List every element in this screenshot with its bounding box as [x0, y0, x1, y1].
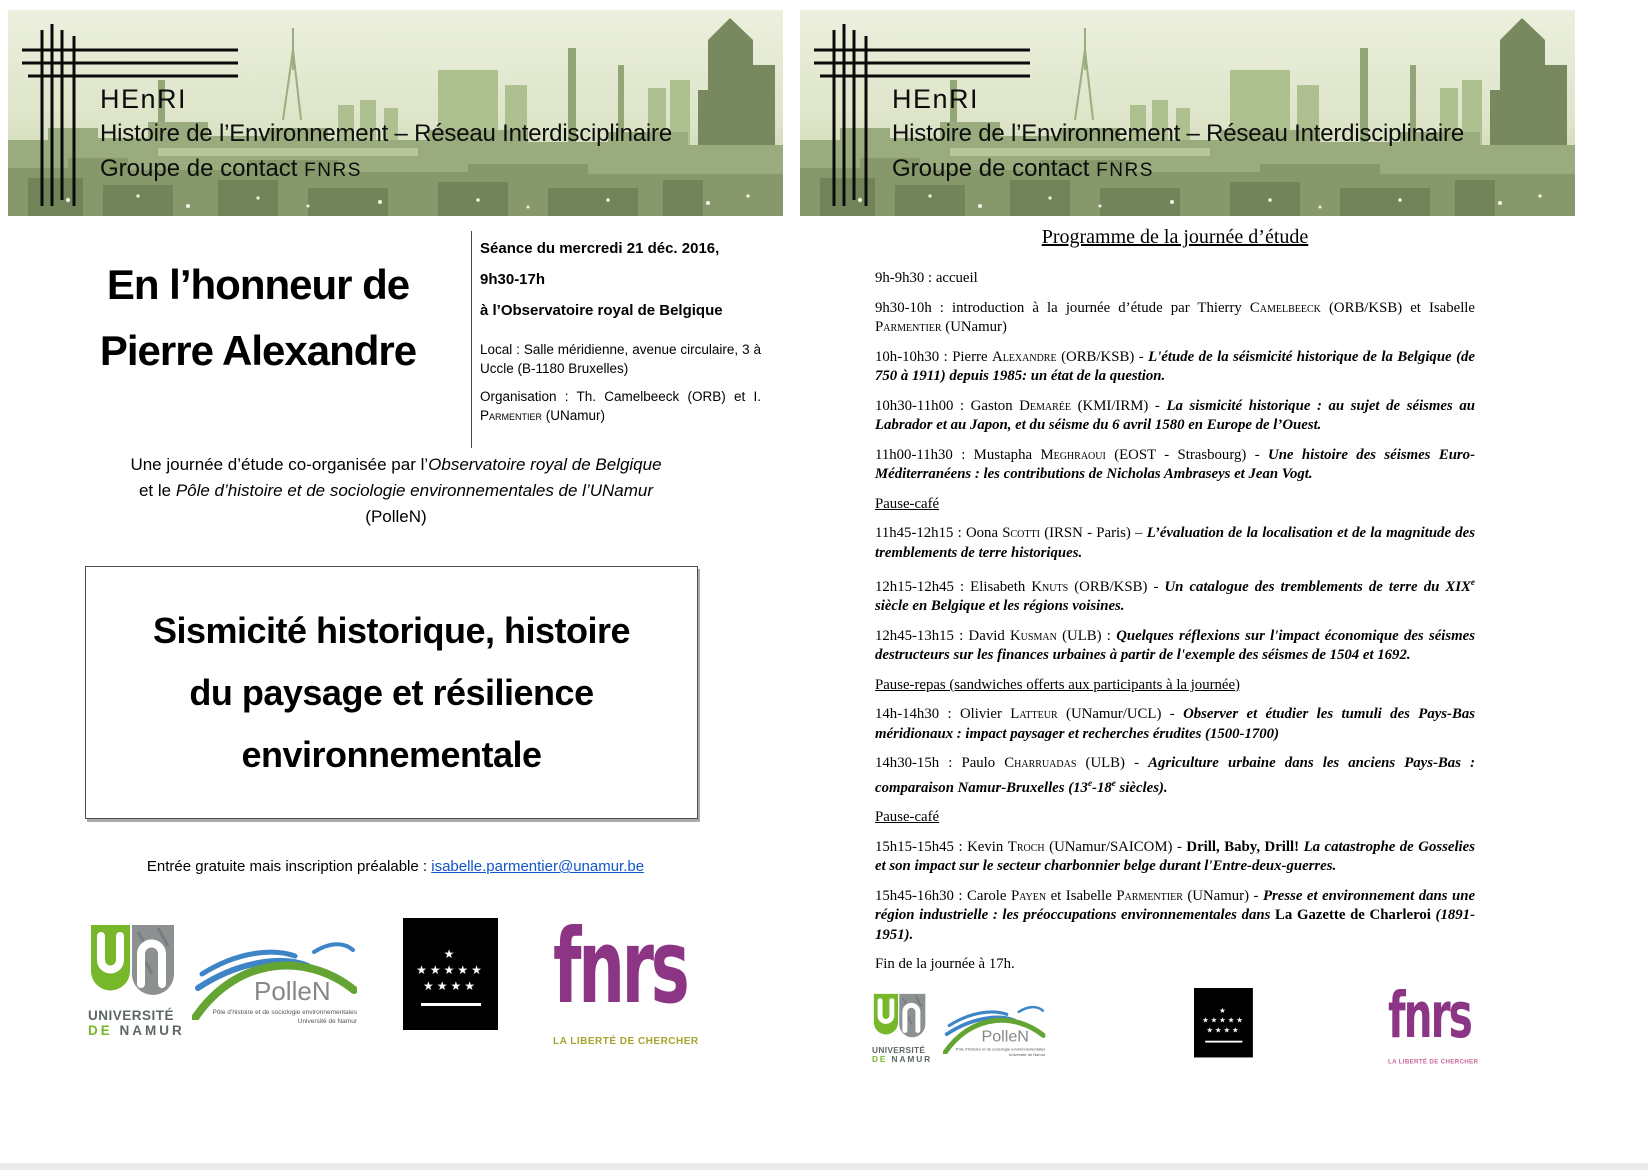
main-title-box [85, 566, 698, 819]
unamur-text-line1: UNIVERSITÉ [88, 1008, 175, 1023]
unamur-logo [88, 922, 198, 1038]
fnrs-tagline: LA LIBERTÉ DE CHERCHER [553, 1036, 699, 1047]
unamur-mark-icon [88, 922, 180, 998]
observatory-stars-logo: ★ ★★★★★ ★★★★ [1194, 988, 1289, 1100]
program-entry: 14h-14h30 : Olivier Latteur (UNamur/UCL) - Observer et étudier les tumuli des Pays-Bas méridionaux : impact paysager et recherches érudites (1500-1700) [875, 706, 1475, 742]
program-entry: 10h-10h30 : Pierre Alexandre (ORB/KSB) - L'étude de la séismicité historique de la Belgique (de 750 à 1911) depuis 1985: un état de la question. [875, 348, 1476, 384]
program-entry: 12h45-13h15 : David Kusman (ULB) : Quelques réflexions sur l'impact économique des séismes destructeurs sur les finances urbaines à partir de l'exemple des séismes de 1504 et 1692. [875, 627, 1475, 664]
banner-subtitle: Histoire de l’Environnement – Réseau Interdisciplinaire [892, 120, 1464, 147]
program-entry: 11h00-11h30 : Mustapha Meghraoui (EOST - Strasbourg) - Une histoire des séismes Euro-Méditerranéens : les contributions de Nicholas Ambraseys et Jean Vogt. [875, 446, 1476, 482]
event-title-line2: Pierre Alexandre [99, 327, 417, 374]
session-place: à l’Observatoire royal de Belgique [480, 302, 723, 319]
fnrs-logo: fnrs LA LIBERTÉ DE CHERCHER [1388, 984, 1548, 1115]
registration-email-link[interactable]: isabelle.parmentier@unamur.be [431, 858, 645, 875]
pollen-subtitle1: Pôle d’histoire et de sociologie environnementales [212, 1009, 357, 1016]
star-logo-bar [421, 1003, 481, 1006]
session-hours: 9h30-17h [480, 271, 546, 288]
fnrs-caps: FNRS [304, 160, 362, 181]
program-entry: Pause-repas (sandwiches offerts aux participants à la journée) [875, 676, 1240, 693]
event-title [50, 252, 466, 384]
banner-text [100, 82, 672, 188]
banner-group-line: Groupe de contact FNRS [892, 155, 1154, 182]
banner-left [8, 10, 783, 216]
banner-right [800, 10, 1575, 216]
page-bottom-edge [0, 1163, 1648, 1170]
program-entry: 15h45-16h30 : Carole Payen et Isabelle Parmentier (UNamur) - Presse et environnement dans une région industrielle : les préoccupations environnementales dans La Gazette de Charleroi (1891-1951). [875, 887, 1476, 943]
program-entry: Pause-café [875, 809, 940, 826]
vertical-divider [471, 231, 472, 448]
banner-group-line: Groupe de contact FNRS [100, 155, 362, 182]
main-title: Sismicité historique, histoire du paysage et résilience environnementale [152, 609, 631, 775]
star-row-2: ★★★★★ [416, 963, 485, 977]
program-entry: 15h15-15h45 : Kevin Troch (UNamur/SAICOM) - Drill, Baby, Drill! La catastrophe de Gosselies et son impact sur le secteur charbonnier belge durant l'Entre-deux-guerres. [875, 838, 1475, 875]
observatory-stars-logo [403, 918, 498, 1030]
unamur-text-line2: DE NAMUR [88, 1023, 185, 1038]
program-entry: 10h30-11h00 : Gaston Demarée (KMI/IRM) - La sismicité historique : au sujet de séismes au Labrador et au Japon, et du séisme du 6 avril 1580 en Europe de l’Ouest. [875, 397, 1475, 433]
registration-line [8, 858, 783, 875]
program-entry: 14h30-15h : Paulo Charruadas (ULB) - Agriculture urbaine dans les anciens Pays-Bas : comparaison Namur-Bruxelles (13e-18e siècles). [875, 755, 1476, 796]
session-local: Local : Salle méridienne, avenue circulaire, 3 à Uccle (B-1180 Bruxelles) [480, 342, 761, 376]
session-date: Séance du mercredi 21 déc. 2016, [480, 240, 720, 257]
program-entry: 9h-9h30 : accueil [875, 270, 978, 286]
program-list [875, 269, 1475, 975]
program-section [875, 226, 1475, 985]
org-name: HEnRI [100, 84, 188, 114]
pollen-wordmark: PolleN [254, 976, 331, 1006]
program-entry: Fin de la journée à 17h. [875, 956, 1015, 973]
pollen-logo [192, 928, 357, 1040]
program-entry: 9h30-10h : introduction à la journée d’étude par Thierry Camelbeeck (ORB/KSB) et Isabelle Parmentier (UNamur) [875, 299, 1475, 335]
program-title: Programme de la journée d’étude [1041, 226, 1309, 248]
session-organisation: Organisation : Th. Camelbeeck (ORB) et I. Parmentier (UNamur) [480, 389, 761, 423]
pollen-logo: PolleN Pôle d’histoire et de sociologie environnementales Université de Namur [943, 997, 1108, 1109]
unamur-mark-icon [872, 992, 929, 1039]
event-title-line1: En l’honneur de [106, 261, 410, 308]
fnrs-wordmark: fnrs [553, 907, 687, 1027]
star-row-3: ★★★★ [422, 979, 479, 993]
star-row-1: ★ [443, 947, 458, 961]
session-details [480, 233, 761, 425]
fnrs-tagline: LA LIBERTÉ DE CHERCHER [1388, 1058, 1479, 1066]
unamur-logo: UNIVERSITÉ DE NAMUR [872, 992, 982, 1108]
program-entry: 12h15-12h45 : Elisabeth Knuts (ORB/KSB) - Un catalogue des tremblements de terre du XIXe siècle en Belgique et les régions voisines. [875, 577, 1475, 615]
program-entry: 11h45-12h15 : Oona Scotti (IRSN - Paris) – L’évaluation de la localisation et de la magnitude des tremblements de terre historiques. [875, 525, 1475, 561]
banner-subtitle: Histoire de l’Environnement – Réseau Interdisciplinaire [100, 120, 672, 147]
coorg-paragraph: Une journée d’étude co-organisée par l’Observatoire royal de Belgique et le Pôle d’histoire et de sociologie environnementales de l’UNamur (PolleN) [130, 455, 662, 526]
program-entry: Pause-café [875, 495, 940, 512]
banner-text [892, 82, 1464, 188]
fnrs-caps: FNRS [1096, 160, 1154, 181]
org-name: HEnRI [892, 84, 980, 114]
fnrs-logo [553, 907, 713, 1047]
registration-label: Entrée gratuite mais inscription préalable : [146, 858, 432, 875]
pollen-subtitle2: Université de Namur [297, 1018, 357, 1025]
